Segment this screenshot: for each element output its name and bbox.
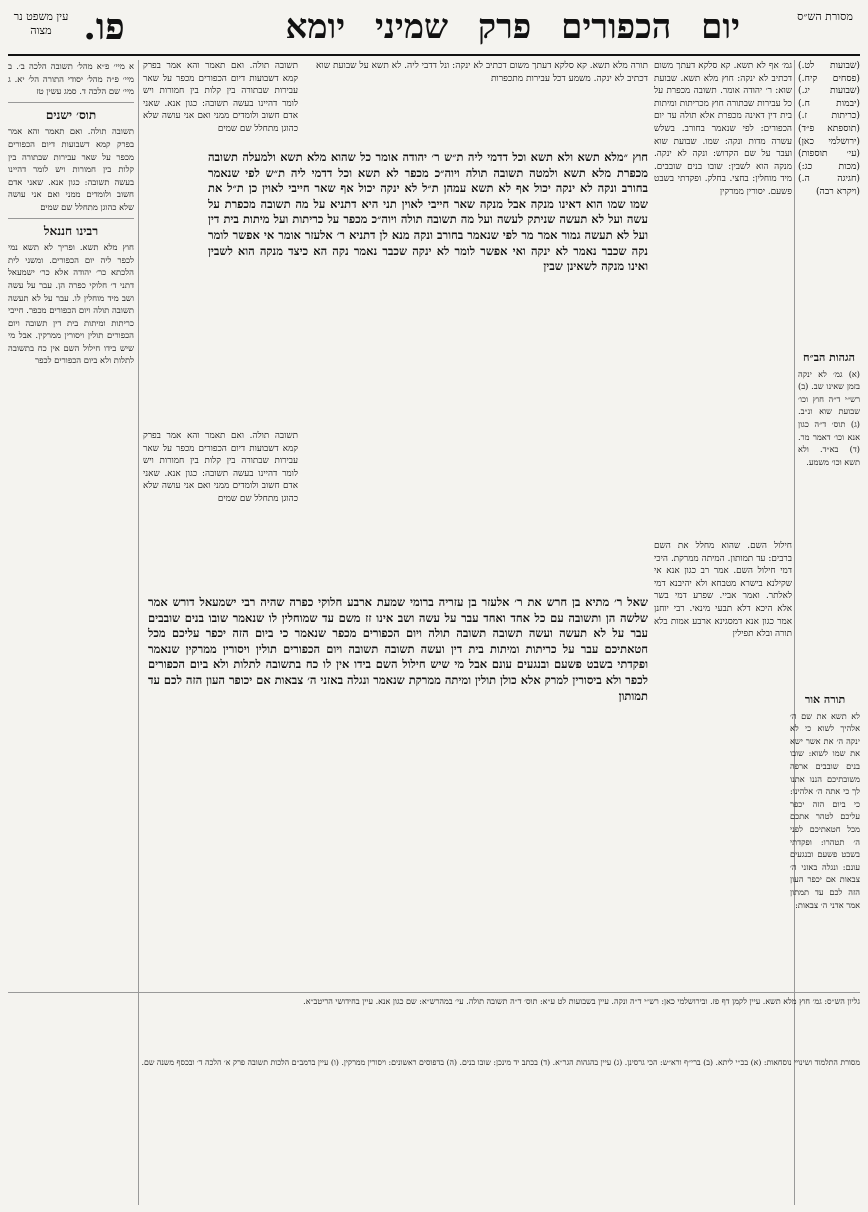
page-header <box>8 4 860 56</box>
divider <box>8 102 134 103</box>
ein-mishpat-text: א מיי׳ פ״א מהל׳ תשובה הלכה ב׳. ב מיי׳ פ״ה מהל׳ יסודי התורה הל׳ יא. ג מיי׳ שם הלכה ד. סמג עשין טז <box>8 61 134 97</box>
torah-or-title: תורה אור <box>804 693 846 706</box>
torah-or-text: לא תשא את שם ה׳ אלהיך לשוא כי לא ינקה ה׳ את אשר ישא את שמו לשוא: שובו בנים שובבים ארפה משובתיכם הננו אתנו לך כי אתה ה׳ אלהינו: כי ביום הזה יכפר עליכם לטהר אתכם מכל חטאתיכם לפני ה׳ תטהרו: ופקדתי בשבט פשעם ובנגעים עונם: ונגלה באזני ה׳ צבאות אם יכפר העון הזה לכם עד תמתון אמר אדני ה׳ צבאות: <box>790 710 860 910</box>
page-title: יום הכפורים פרק שמיני יומא <box>285 7 740 47</box>
gemara-top-text <box>316 60 648 100</box>
gemara-wide-text <box>148 595 648 980</box>
masoret-text: (שבועות לט.) (פסחים קיח.) (שבועות יג.) (יבמות ח.) (כריתות ז.) (תוספתא פ״ד) (ירושלמי כאן) (עי׳ תוספות) (מכות כג:) (חגיגה ה.) (ויקרא רבה) <box>798 60 860 197</box>
tosafot-text-lower: תשובה תולה. ואם תאמר והא אמר בפרק קמא דשבועות דיום הכפורים מכפר על שאר עבירות שבתורה בין קלות בין חמורות ויש לומר דהיינו בעשה תשובה: כגון אנא. שאני אדם חשוב ולומדים ממני ואם אני עושה שלא כהוגן מתחלל שם שמים <box>143 431 298 504</box>
gilyon-hashas-notes <box>8 992 860 1056</box>
divider <box>8 218 134 219</box>
hagahot-title: הגהות הב״ח <box>803 351 855 364</box>
hagahot-habach-box <box>798 348 860 688</box>
tosafot-yeshanim-title: תוס׳ ישנים <box>45 107 97 122</box>
rashi-column <box>654 60 792 530</box>
gemara-top: תורה מלא תשא. קא סלקא דעתך משום דכתיב לא ינקה: ונל דדבי ליה. לא תשא על שבועת שוא דכתיב לא ינקה. משמע דכל עבירות מתכפרות <box>316 61 648 84</box>
footnotes-apparatus <box>8 1058 860 1208</box>
rashi-column-lower <box>654 540 792 810</box>
rabbenu-chananel-text: חוץ מלא תשא. ופריך לא תשא נמי לכפר ליה יום הכפורים. ומשני לית הלכתא כר׳ יהודה אלא כר׳ ישמעאל דתני ד׳ חלוקי כפרה הן. עבר על עשה ושב מיד מוחלין לו. עבר על לא תעשה תשובה תולה ויום הכפורים מכפר. חייבי כריתות ומיתות בית דין תשובה ויום הכפורים תולין ויסורין ממרקין. אבל מי שיש בידו חילול השם אין כח בתשובה לתלות ולא ביום הכפורים לכפר <box>8 242 134 366</box>
masoret-label: מסורת הש״ס <box>797 10 853 23</box>
rabbenu-chananel-title: רבינו חננאל <box>43 223 99 238</box>
tosafot-text: תשובה תולה. ואם תאמר והא אמר בפרק קמא דשבועות דיום הכפורים מכפר על שאר עבירות שבתורה בין קלות בין חמורות ויש לומר דהיינו בעשה תשובה: כגון אנא. שאני אדם חשוב ולומדים ממני ואם אני עושה שלא כהוגן מתחלל שם שמים <box>143 61 298 134</box>
gemara-main: חוץ ״מלא תשא ולא תשא וכל דדמי ליה ת״ש ר׳ יהודה אומר כל שהוא מלא תשא ולמעלה תשובה מכפרת מלא תשא ולמטה תשובה תולה ויוה״כ מכפר לא תשא וכל דדמי ליה ת״ש לפי שנאמר בחורב ונקה לא ינקה יכול אף לא תשא עמהן ת״ל לא ינקה יכול אף שאר חייבי לאוין כן ת״ל את שמו שמו הוא דאינו מנקה אבל מנקה שאר חייבי לאוין תני היא דתניא על מה תשובה מכפרת על עשה ועל לא תעשה שניתק לעשה ועל מה תשובה תולה ויוה״כ מכפר על כריתות ועל מיתות בית דין ועל לא תעשה גמור אמר מר לפי שנאמר בחורב ונקה מנא לן דתניא ר׳ אלעזר אומר אי אפשר לומר נקה שכבר נאמר לא ינקה ואי אפשר לומר לא ינקה שכבר נאמר נקה הא כיצד מנקה הוא לשבין ואינו מנקה לשאינן שבין <box>208 150 648 274</box>
ein-mishpat-label: עין משפט נר מצוה <box>13 10 69 37</box>
footer-notes2-text: מסורת התלמוד ושינויי נוסחאות: (א) בכ״י ליתא. (ב) ברי״ף ורא״ש: הכי גרסינן. (ג) עיין בהגהות הגר״א. (ד) בכתב יד מינכן: שובו בנים. (ה) בדפוסים ראשונים: ויסורין ממרקין. (ו) עיין ברמב״ם הלכות תשובה פרק א׳ הלכה ד׳ ובכסף משנה שם. <box>141 1058 860 1067</box>
hagahot-text: (א) גמ׳ לא ינקה בזמן שאינו שב. (ב) רש״י ד״ה חוץ וכו׳ שבועת שוא ונ״ב. (ג) תוס׳ ד״ה כגון אנא וכו׳ דאמר מר. (ד) בא״ד. ולא תשא וכו׳ משמע. <box>798 368 860 467</box>
daf-number: פו. <box>83 6 125 48</box>
footer-notes-text: גליון הש״ס: גמ׳ חוץ מלא תשא. עיין לקמן דף פז. ובירושלמי כאן: רש״י ד״ה ונקה. עיין בשבועות לט ע״א: תוס׳ ד״ה תשובה תולה. עי׳ במהרש״א: שם כגון אנא. עיין בחידושי הריטב״א. <box>303 997 860 1006</box>
rashi-text-lower: חילול השם. שהוא מחלל את השם ברבים: עד תמותון. המיתה ממרקת. היכי דמי חילול השם. אמר רב כגון אנא אי שקילנא בישרא מטבחא ולא יהיבנא דמי לאלתר. ואמר אביי. שפרע דמי בשר אלא היכא דלא תבעי מינאי. רבי יוחנן אמר כגון אנא דמסגינא ארבע אמות בלא תורה ובלא תפילין <box>654 541 792 640</box>
tosafot-yeshanim-text: תשובה תולה. ואם תאמר והא אמר בפרק קמא דשבועות דיום הכפורים מכפר על שאר עבירות שבתורה בין קלות בין חמורות ויש לומר דהיינו בעשה תשובה: כגון אנא. שאני אדם חשוב ולומדים ממני ואם אני עושה שלא כהוגן מתחלל שם שמים <box>8 126 134 212</box>
gemara-wide: שאל ר׳ מתיא בן חרש את ר׳ אלעזר בן עזריה ברומי שמעת ארבע חלוקי כפרה שהיה רבי ישמעאל דורש אמר שלשה הן ותשובה עם כל אחד ואחד עבר על עשה ושב אינו זז משם עד שמוחלין לו שנאמר שובו בנים שובבים עבר על לא תעשה ועשה תשובה תשובה תולה ויום הכפורים מכפר שנאמר כי ביום הזה יכפר עליכם מכל חטאתיכם עבר על כריתות ומיתות בית דין ועשה תשובה תשובה ויום הכפורים תולין ויסורין ממרקין שנאמר ופקדתי בשבט פשעם ובנגעים עונם אבל מי שיש חילול השם בידו אין לו כח בתשובה לתלות ולא ביום הכפורים לכפר ולא ביסורין למרק אלא כולן תולין ומיתה ממרקת שנאמר ונגלה באזני ה׳ צבאות אם יכופר העון הזה לכם עד תמותון <box>148 595 648 703</box>
rashi-text: גמ׳ אף לא תשא. קא סלקא דעתך משום דכתיב לא ינקה: חוץ מלא תשא. שבועת שוא: ר׳ יהודה אומר. תשובה מכפרת על כל עבירות שבתורה חוץ מכריתות ומיתות בית דין דאינה מכפרת אלא תולה עד יום הכפורים: לפי שנאמר בחורב. בשלש עשרה מדות ונקה: שמו. שבועת שוא ועבר על שם הקדוש: ונקה לא ינקה. מנקה הוא לשבין: שובו בנים שובבים. מיד מוחלין: בחצי. בחלק. ופקדתי בשבט פשעם. יסורין ממרקין <box>654 61 792 197</box>
